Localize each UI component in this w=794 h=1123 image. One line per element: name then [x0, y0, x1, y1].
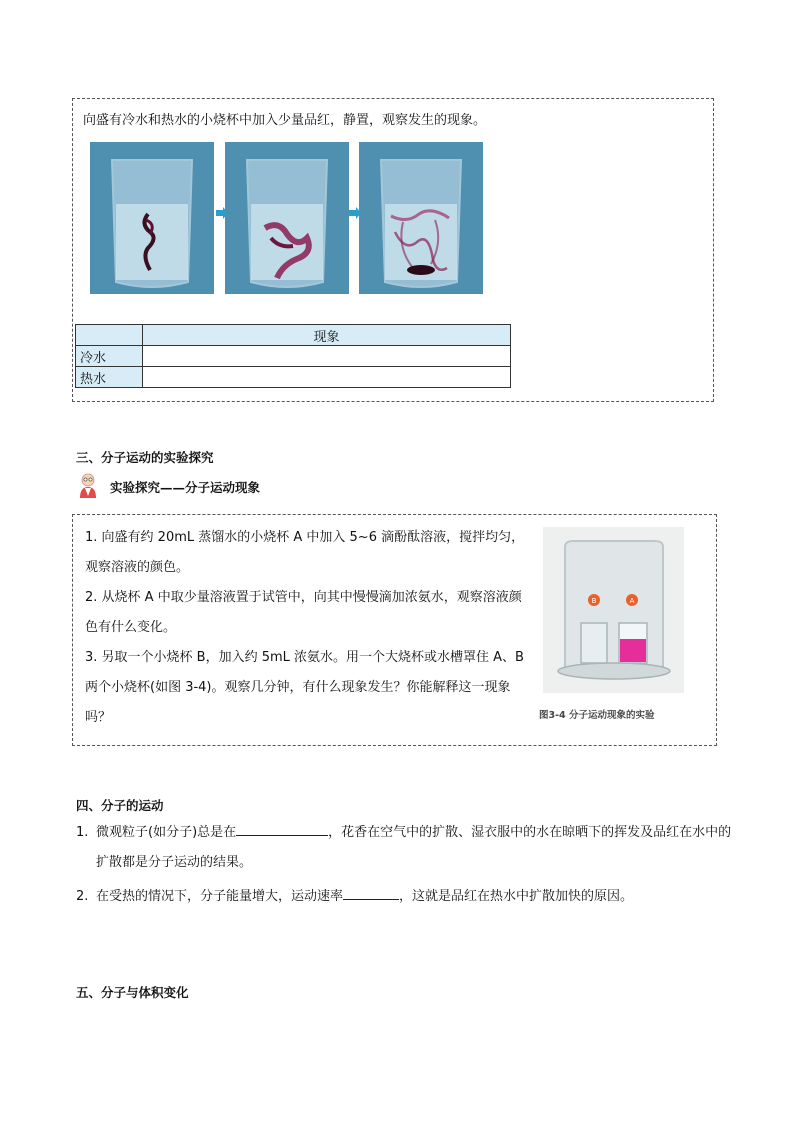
molecule-motion-experiment-box: [72, 514, 717, 746]
beaker-photo-1: [90, 142, 214, 294]
beaker-photo-2-drawing: [225, 142, 349, 294]
item-1-blank[interactable]: [236, 821, 328, 836]
scientist-icon: [76, 472, 100, 498]
section-4-heading: 四、分子的运动: [76, 798, 164, 813]
cell-cold-water-phenomenon[interactable]: [143, 346, 511, 367]
figure-label-a: A: [629, 597, 635, 605]
observation-table-header-phenomenon: 现象: [143, 325, 511, 346]
section-3-heading: 三、分子运动的实验探究: [76, 450, 214, 465]
diffusion-experiment-box: [72, 98, 714, 402]
experiment-step-2: 2. 从烧杯 A 中取少量溶液置于试管中，向其中慢慢滴加浓氨水，观察溶液颜色有什么变化。: [85, 590, 522, 635]
experiment-title: 实验探究——分子运动现象: [110, 480, 261, 495]
item-2-number: 2.: [76, 889, 89, 904]
item-1-text-before: 微观粒子(如分子)总是在: [96, 825, 237, 840]
experiment-step-3: 3. 另取一个小烧杯 B，加入约 5mL 浓氨水。用一个大烧杯或水槽罩住 A、B 两个小烧杯(如图 3-4)。观察几分钟，有什么现象发生？你能解释这一现象吗？: [85, 650, 524, 725]
beaker-photo-3: [359, 142, 483, 294]
table-row: [76, 346, 511, 367]
table-row: [76, 367, 511, 388]
item-2-text-after: ，这就是品红在热水中扩散加快的原因。: [399, 889, 634, 904]
cell-hot-water-phenomenon[interactable]: [143, 367, 511, 388]
observation-table: [75, 324, 511, 388]
figure-3-4-caption: 图3-4 分子运动现象的实验: [539, 710, 655, 721]
item-2-blank[interactable]: [343, 885, 399, 900]
row-label-hot-water: 热水: [76, 367, 143, 388]
experiment-step-1: 1. 向盛有约 20mL 蒸馏水的小烧杯 A 中加入 5~6 滴酚酞溶液，搅拌均匀，观察溶液的颜色。: [85, 530, 525, 575]
item-1-number: 1.: [76, 825, 89, 840]
section-5-heading: 五、分子与体积变化: [76, 985, 189, 1000]
figure-3-4-photo: [543, 527, 684, 693]
row-label-cold-water: 冷水: [76, 346, 143, 367]
figure-3-4-drawing: [543, 527, 684, 693]
item-1-text-after: ，花香在空气中的扩散、湿衣服中的水在晾晒下的挥发及品红在水中的扩散都是分子运动的结果。: [96, 825, 732, 870]
observation-table-header: [76, 325, 511, 346]
figure-label-b: B: [591, 597, 597, 605]
item-2-text-before: 在受热的情况下，分子能量增大，运动速率: [96, 889, 344, 904]
beaker-photo-2: [225, 142, 349, 294]
beaker-photo-3-drawing: [359, 142, 483, 294]
beaker-photo-1-drawing: [90, 142, 214, 294]
observation-table-header-blank: [76, 325, 143, 346]
diffusion-intro-text: 向盛有冷水和热水的小烧杯中加入少量品红，静置，观察发生的现象。: [83, 113, 487, 128]
